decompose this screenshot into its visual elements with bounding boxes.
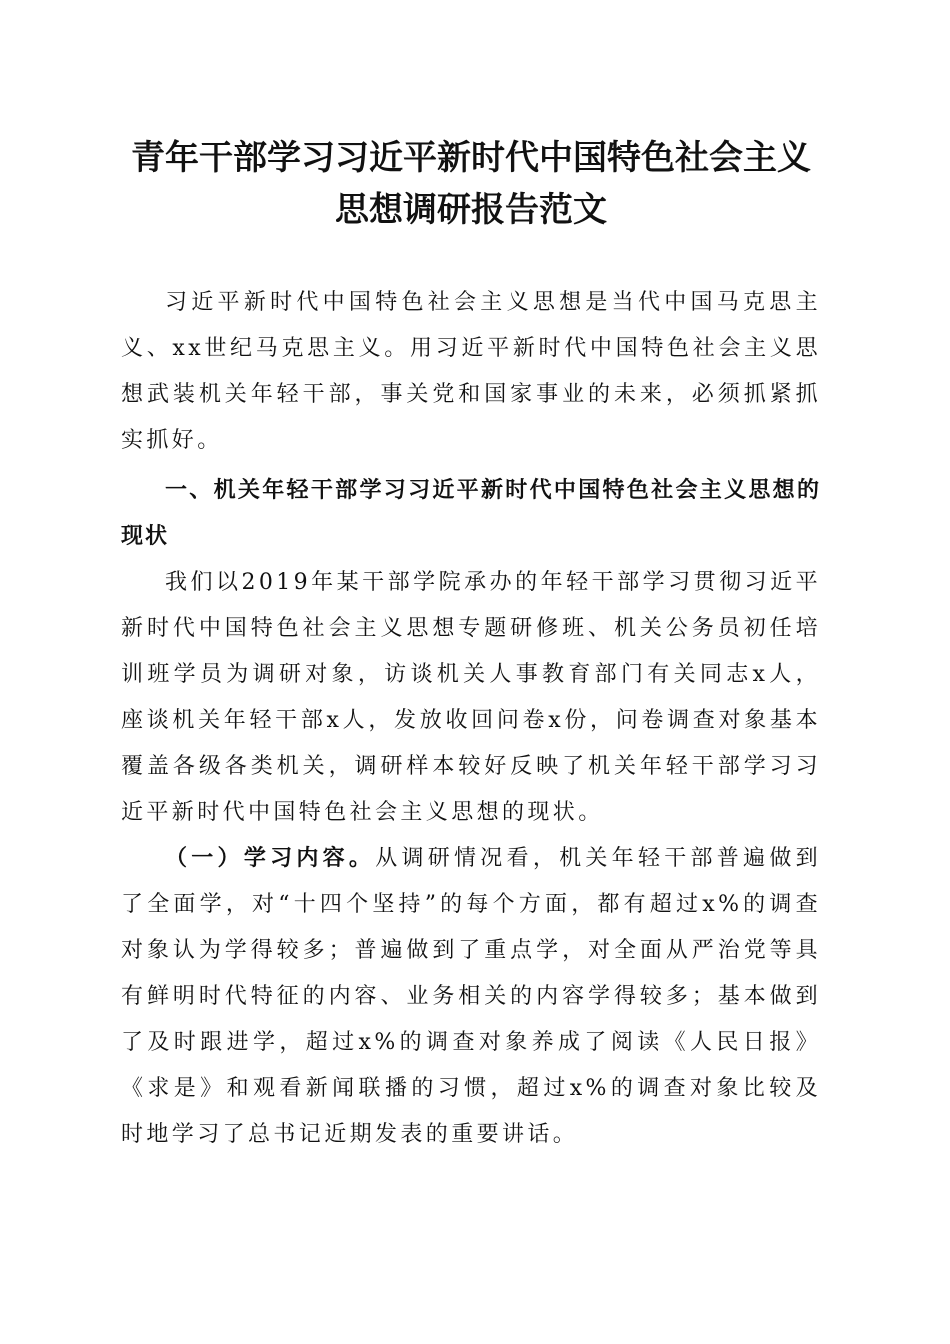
subsection-1-text: 从调研情况看，机关年轻干部普遍做到了全面学，对“十四个坚持”的每个方面，都有超过x%的调查对象认为学得较多；普遍做到了重点学，对全面从严治党等具有鲜明时代特征的内容、业务相关的内容学得较多；基本做到了及时跟进学，超过x%的调查对象养成了阅读《人民日报》《求是》和观看新闻联播的习惯，超过x%的调查对象比较及时地学习了总书记近期发表的重要讲话。: [121, 846, 821, 1147]
document-body: [121, 280, 821, 1158]
title-line-2: 思想调研报告范文: [335, 190, 607, 230]
section-1-paragraph: 我们以2019年某干部学院承办的年轻干部学习贯彻习近平新时代中国特色社会主义思想专题研修班、机关公务员初任培训班学员为调研对象，访谈机关人事教育部门有关同志x人，座谈机关年轻干部x人，发放收回问卷x份，问卷调查对象基本覆盖各级各类机关，调研样本较好反映了机关年轻干部学习习近平新时代中国特色社会主义思想的现状。: [121, 570, 821, 825]
intro-paragraph: 习近平新时代中国特色社会主义思想是当代中国马克思主义、xx世纪马克思主义。用习近平新时代中国特色社会主义思想武装机关年轻干部，事关党和国家事业的未来，必须抓紧抓实抓好。: [121, 290, 821, 453]
section-1-heading: 一、机关年轻干部学习习近平新时代中国特色社会主义思想的现状: [121, 478, 821, 549]
subsection-1-paragraph: [121, 836, 821, 1158]
subsection-1-label: （一）学习内容。: [165, 846, 376, 871]
title-line-1: 青年干部学习习近平新时代中国特色社会主义: [131, 138, 811, 178]
document-title: [100, 132, 842, 236]
